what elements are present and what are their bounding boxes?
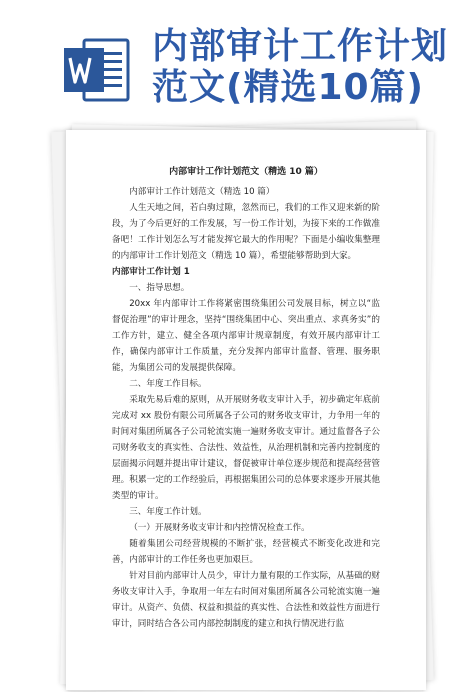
- document-paragraph: 三、年度工作计划。: [129, 507, 207, 517]
- document-page: [66, 130, 426, 690]
- document-paragraph: 采取先易后难的原则，从开展财务收支审计入手，初步确定年底前完成对 xx 股份有限公司所属各子公司的财务收支审计，力争用一年的时间对集团所属各子公司轮流实施一遍财务收支审计。通过监督各子公司财务收支的真实性、合法性、效益性，从治理机制和完善内控制度的层面揭示问题并提出审计建议，督促被审计单位逐步规范和提高经营管理。积累一定的工作经验后，再根据集团公司的总体要求逐步开展其他类型的审计。: [112, 395, 380, 501]
- banner-title-line2: 范文(精选10篇): [152, 67, 425, 108]
- document-paragraph: 20xx 年内部审计工作将紧密围绕集团公司发展目标，树立以“监督促治理”的审计理念，坚持“围绕集团中心、突出重点、求真务实”的工作方针，建立、健全各项内部审计规章制度，有效开展内部审计工作，确保内部审计工作质量，充分发挥内部审计监督、管理、服务职能，为集团公司的发展提供保障。: [112, 299, 380, 373]
- banner-title: [152, 26, 452, 108]
- banner: [0, 0, 474, 120]
- banner-title-line1: 内部审计工作计划: [152, 26, 449, 67]
- document-paragraph: （一）开展财务收支审计和内控情况检查工作。: [129, 523, 310, 533]
- document-paragraphs: [112, 184, 380, 632]
- section-heading: 内部审计工作计划 1: [112, 267, 190, 277]
- document-paragraph: 内部审计工作计划范文（精选 10 篇）: [129, 187, 275, 197]
- document-paragraph: 人生天地之间，若白驹过隙，忽然而已，我们的工作又迎来新的阶段，为了今后更好的工作发展，写一份工作计划，为接下来的工作做准备吧！工作计划怎么写才能发挥它最大的作用呢？下面是小编收集整理的内部审计工作计划范文（精选 10 篇），希望能够帮助到大家。: [112, 203, 380, 261]
- document-paragraph: 随着集团公司经营规模的不断扩张，经营模式不断变化改进和完善，内部审计的工作任务也更加艰巨。: [112, 539, 380, 565]
- document-title: 内部审计工作计划范文（精选 10 篇）: [169, 167, 323, 177]
- document-paragraph: 针对目前内部审计人员少，审计力量有限的工作实际，从基础的财务收支审计入手，争取用一年左右时间对集团所属各公司轮流实施一遍审计。从资产、负债、权益和损益的真实性、合法性和效益性方面进行审计，同时结合各公司内部控制制度的建立和执行情况进行监: [112, 571, 380, 629]
- document-body: [66, 130, 426, 632]
- document-paragraph: 二、年度工作目标。: [129, 379, 207, 389]
- document-paragraph: 一、指导思想。: [129, 283, 190, 293]
- word-document-icon: [62, 38, 132, 102]
